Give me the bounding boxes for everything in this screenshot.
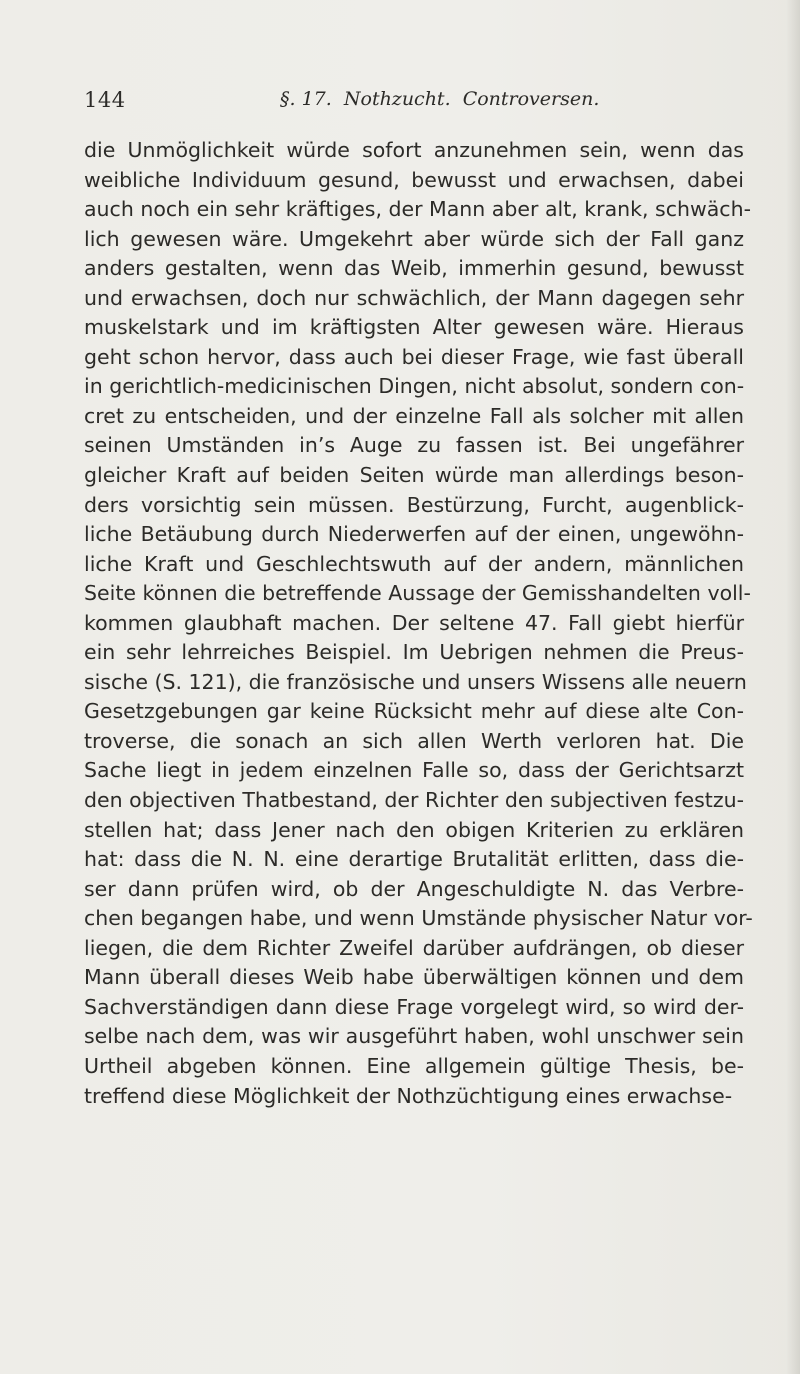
page-edge-shadow: [786, 0, 800, 1374]
text-line: sische (S. 121), die französische und unsers Wissens alle neuern: [84, 669, 747, 694]
text-line: Seite können die betreffende Aussage der Gemisshandelten voll-: [84, 581, 751, 606]
text-line: ser dann prüfen wird, ob der Angeschuldigte N. das Verbre-: [84, 876, 744, 901]
text-line: gleicher Kraft auf beiden Seiten würde man allerdings beson-: [84, 463, 744, 488]
text-line: weibliche Individuum gesund, bewusst und erwachsen, dabei: [84, 167, 744, 192]
text-line: den objectiven Thatbestand, der Richter den subjectiven festzu-: [84, 788, 744, 813]
text-line: liegen, die dem Richter Zweifel darüber aufdrängen, ob dieser: [84, 935, 744, 960]
text-line: ein sehr lehrreiches Beispiel. Im Uebrigen nehmen die Preus-: [84, 640, 744, 665]
text-line: muskelstark und im kräftigsten Alter gewesen wäre. Hieraus: [84, 315, 744, 340]
text-line: ders vorsichtig sein müssen. Bestürzung, Furcht, augenblick-: [84, 492, 744, 517]
page-header: [84, 88, 724, 122]
text-line: Gesetzgebungen gar keine Rücksicht mehr auf diese alte Con-: [84, 699, 744, 724]
text-line: seinen Umständen in’s Auge zu fassen ist. Bei ungefährer: [84, 433, 744, 458]
text-line: lich gewesen wäre. Umgekehrt aber würde sich der Fall ganz: [84, 226, 744, 251]
text-line: in gerichtlich-medicinischen Dingen, nicht absolut, sondern con-: [84, 374, 745, 399]
text-line: stellen hat; dass Jener nach den obigen Kriterien zu erklären: [84, 817, 744, 842]
text-line: geht schon hervor, dass auch bei dieser Frage, wie fast überall: [84, 344, 744, 369]
text-line: Mann überall dieses Weib habe überwältigen können und dem: [84, 965, 744, 990]
page-number: 144: [84, 88, 126, 112]
text-line: auch noch ein sehr kräftiges, der Mann aber alt, krank, schwäch-: [84, 197, 751, 222]
text-line: liche Betäubung durch Niederwerfen auf der einen, ungewöhn-: [84, 522, 744, 547]
text-line: treffend diese Möglichkeit der Nothzüchtigung eines erwachse-: [84, 1083, 733, 1108]
running-head: §. 17. Nothzucht. Controversen.: [280, 88, 600, 110]
text-line: chen begangen habe, und wenn Umstände physischer Natur vor-: [84, 906, 753, 931]
text-line: Sache liegt in jedem einzelnen Falle so, dass der Gerichtsarzt: [84, 758, 744, 783]
text-line: Urtheil abgeben können. Eine allgemein gültige Thesis, be-: [84, 1053, 744, 1078]
text-line: kommen glaubhaft machen. Der seltene 47. Fall giebt hierfür: [84, 610, 744, 635]
text-line: selbe nach dem, was wir ausgeführt haben, wohl unschwer sein: [84, 1024, 744, 1049]
text-line: troverse, die sonach an sich allen Werth verloren hat. Die: [84, 728, 744, 753]
text-line: Sachverständigen dann diese Frage vorgelegt wird, so wird der-: [84, 994, 744, 1019]
text-line: und erwachsen, doch nur schwächlich, der Mann dagegen sehr: [84, 285, 744, 310]
text-line: liche Kraft und Geschlechtswuth auf der andern, männlichen: [84, 551, 744, 576]
text-line: anders gestalten, wenn das Weib, immerhin gesund, bewusst: [84, 256, 744, 281]
text-line: hat: dass die N. N. eine derartige Brutalität erlitten, dass die-: [84, 847, 744, 872]
body-text: [84, 136, 753, 1111]
text-line: die Unmöglichkeit würde sofort anzunehmen sein, wenn das: [84, 138, 744, 162]
text-line: cret zu entscheiden, und der einzelne Fall als solcher mit allen: [84, 403, 744, 428]
